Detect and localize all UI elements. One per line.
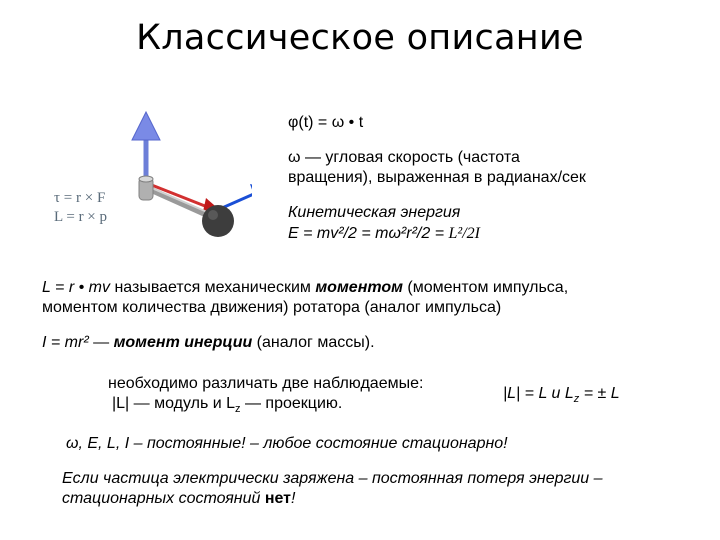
inertia-formula: I = mr² bbox=[42, 334, 89, 351]
rotator-diagram bbox=[52, 108, 252, 248]
inertia-dash: — bbox=[88, 334, 114, 351]
observables-modulus: |L| — модуль и L bbox=[112, 395, 236, 412]
moment-text: называется механическим bbox=[110, 279, 316, 296]
charged-emphasis: нет bbox=[264, 490, 291, 507]
relation-sub: z bbox=[573, 393, 580, 406]
charged-end: ! bbox=[291, 490, 296, 507]
charged-particle-line2 bbox=[62, 489, 295, 509]
velocity-arrowhead bbox=[250, 184, 252, 201]
torque-formula: τ = r × F bbox=[54, 190, 106, 206]
charged-particle-line1: Если частица электрически заряжена – постоянная потеря энергии – bbox=[62, 470, 603, 487]
angular-momentum-arrowhead bbox=[132, 112, 160, 140]
moment-paragraph-line2: моментом количества движения) ротатора (аналог импульса) bbox=[42, 299, 502, 316]
charged-text: стационарных состояний bbox=[62, 490, 265, 507]
omega-description-line1: ω — угловая скорость (частота bbox=[288, 149, 520, 166]
phi-formula: φ(t) = ω • t bbox=[288, 114, 364, 131]
slide-title: Классическое описание bbox=[136, 18, 584, 58]
observables-line2 bbox=[112, 394, 342, 419]
inertia-emphasis: момент инерции bbox=[113, 334, 253, 351]
moment-formula: L = r • mv bbox=[42, 279, 110, 296]
relation-part-a: |L| = L и L bbox=[503, 385, 574, 402]
inertia-rest: (аналог массы). bbox=[252, 334, 375, 351]
moment-text-rest: (моментом импульса, bbox=[402, 279, 569, 296]
observables-sub: z bbox=[235, 403, 241, 416]
constants-statement: ω, E, L, I – постоянные! – любое состояние стационарно! bbox=[66, 435, 508, 452]
kinetic-energy-label: Кинетическая энергия bbox=[288, 204, 461, 221]
velocity-arrow-shaft bbox=[222, 193, 252, 208]
omega-description-line2: вращения), выраженная в радианах/сек bbox=[288, 169, 586, 186]
kinetic-energy-formula bbox=[288, 224, 480, 244]
observables-projection: — проекцию. bbox=[240, 395, 343, 412]
relation-part-b: = ± L bbox=[579, 385, 620, 402]
moment-emphasis: моментом bbox=[315, 279, 403, 296]
kinetic-energy-formula-tail: L²/2I bbox=[448, 225, 480, 242]
momentum-formula: L = r × p bbox=[54, 209, 108, 225]
kinetic-energy-formula-main: E = mv²/2 = mω²r²/2 = bbox=[288, 225, 449, 242]
inertia-line bbox=[42, 333, 375, 353]
observables-relation bbox=[503, 384, 620, 409]
moment-paragraph-line1 bbox=[42, 278, 568, 298]
observables-line1: необходимо различать две наблюдаемые: bbox=[108, 375, 424, 392]
rotator-ball bbox=[202, 205, 234, 237]
